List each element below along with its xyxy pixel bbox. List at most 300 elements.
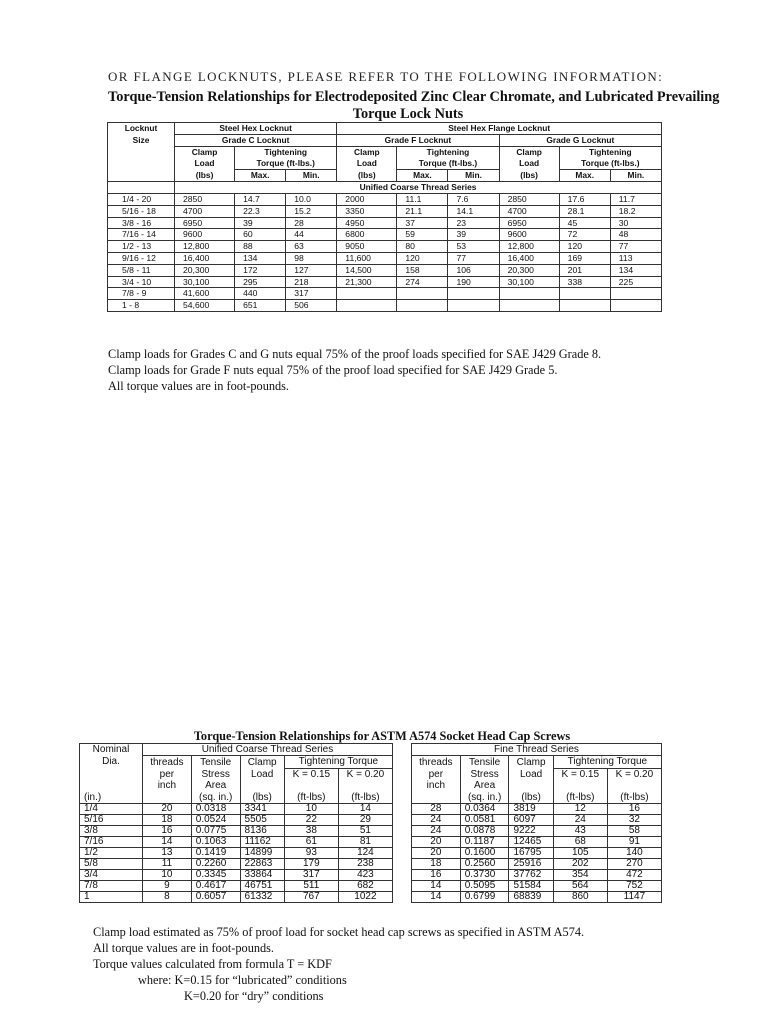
table-cell: 140 — [607, 848, 661, 859]
table-cell — [448, 300, 499, 312]
header-min: Min. — [610, 170, 661, 182]
table-row — [108, 217, 662, 229]
table-row — [108, 264, 662, 276]
header-in: (in.) — [80, 792, 143, 804]
header-torque-unit: Torque (ft-lbs.) — [397, 158, 499, 170]
table-cell: 13 — [143, 848, 192, 859]
table-cell: 30,100 — [499, 276, 559, 288]
table-cell — [499, 300, 559, 312]
table-cell: 51 — [338, 826, 392, 837]
header-lbs: (lbs) — [175, 170, 235, 182]
table-cell: 25916 — [509, 859, 553, 870]
table-cell: 30,100 — [175, 276, 235, 288]
table-cell: 16,400 — [499, 252, 559, 264]
table-cell: 0.6057 — [191, 892, 240, 903]
table-cell: 58 — [607, 826, 661, 837]
table-cell: 44 — [286, 229, 337, 241]
table-row — [108, 205, 662, 217]
table-cell: 105 — [553, 848, 607, 859]
table-cell: 172 — [235, 264, 286, 276]
header-steel-hex: Steel Hex Locknut — [175, 123, 337, 135]
table-cell: 22.3 — [235, 205, 286, 217]
nominal-dia-cell: 7/16 — [80, 837, 143, 848]
table-cell: 472 — [607, 870, 661, 881]
table-cell: 7.6 — [448, 194, 499, 206]
table-cell: 127 — [286, 264, 337, 276]
table-row — [80, 804, 662, 815]
table-cell: 0.2260 — [191, 859, 240, 870]
table-cell — [499, 288, 559, 300]
locknut-size-cell: 7/16 - 14 — [108, 229, 175, 241]
table-cell: 14.7 — [235, 194, 286, 206]
header-grade-g: Grade G Locknut — [499, 135, 661, 147]
table-cell: 124 — [338, 848, 392, 859]
table-cell: 1022 — [338, 892, 392, 903]
column-gap — [392, 881, 411, 892]
table-cell — [397, 288, 448, 300]
header-tightening-torque: Tightening Torque — [553, 756, 661, 768]
table-cell: 77 — [610, 241, 661, 253]
header-threads: threads — [411, 756, 460, 768]
table-cell: 0.0581 — [460, 815, 509, 826]
header-min: Min. — [448, 170, 499, 182]
table-cell: 8136 — [240, 826, 284, 837]
table-cell: 18 — [143, 815, 192, 826]
header-dia: Dia. — [80, 756, 143, 768]
table-row — [80, 870, 662, 881]
table-row — [108, 300, 662, 312]
table-cell: 3341 — [240, 804, 284, 815]
table-cell: 295 — [235, 276, 286, 288]
header-torque-unit: Torque (ft-lbs.) — [235, 158, 337, 170]
table-cell: 46751 — [240, 881, 284, 892]
table-cell: 12,800 — [499, 241, 559, 253]
table-cell: 80 — [397, 241, 448, 253]
table-row — [108, 276, 662, 288]
table-cell: 0.0775 — [191, 826, 240, 837]
table-cell: 225 — [610, 276, 661, 288]
header-load: Load — [240, 768, 284, 780]
locknut-size-cell: 1/4 - 20 — [108, 194, 175, 206]
table-cell: 24 — [553, 815, 607, 826]
header-steel-flange: Steel Hex Flange Locknut — [337, 123, 662, 135]
table-cell: 41,600 — [175, 288, 235, 300]
table-cell: 43 — [553, 826, 607, 837]
table-cell: 4700 — [499, 205, 559, 217]
table-row — [108, 241, 662, 253]
header-tensile: Tensile — [191, 756, 240, 768]
note-line: All torque values are in foot-pounds. — [108, 379, 289, 393]
table-cell: 16 — [607, 804, 661, 815]
table-cell: 12,800 — [175, 241, 235, 253]
table-cell: 0.1063 — [191, 837, 240, 848]
table-cell: 10 — [143, 870, 192, 881]
table-cell: 113 — [610, 252, 661, 264]
locknut-torque-table — [107, 122, 662, 312]
table-cell: 0.6799 — [460, 892, 509, 903]
table-cell: 61 — [284, 837, 338, 848]
table-cell: 39 — [448, 229, 499, 241]
table-cell — [337, 300, 397, 312]
header-k20: K = 0.20 — [338, 768, 392, 780]
table-cell: 8 — [143, 892, 192, 903]
table-cell: 2850 — [175, 194, 235, 206]
header-tightening: Tightening — [397, 147, 499, 159]
table-cell: 0.1187 — [460, 837, 509, 848]
table-cell: 14 — [411, 881, 460, 892]
table-cell: 3819 — [509, 804, 553, 815]
table-row — [80, 892, 662, 903]
table-cell: 0.2560 — [460, 859, 509, 870]
table-cell — [559, 288, 610, 300]
table-cell: 10.0 — [286, 194, 337, 206]
table-cell — [610, 288, 661, 300]
locknut-size-cell: 1 - 8 — [108, 300, 175, 312]
table-cell: 6097 — [509, 815, 553, 826]
header-tightening: Tightening — [559, 147, 661, 159]
table-cell: 11,600 — [337, 252, 397, 264]
header-sqin: (sq. in.) — [191, 792, 240, 804]
table-cell: 91 — [607, 837, 661, 848]
table-cell: 81 — [338, 837, 392, 848]
table-cell: 14 — [143, 837, 192, 848]
table-cell: 20 — [411, 837, 460, 848]
table-cell: 179 — [284, 859, 338, 870]
table-cell: 134 — [610, 264, 661, 276]
table-cell: 106 — [448, 264, 499, 276]
table-cell: 21,300 — [337, 276, 397, 288]
header-ftlbs: (ft-lbs) — [607, 792, 661, 804]
table-cell: 68839 — [509, 892, 553, 903]
header-stress: Stress — [460, 768, 509, 780]
table-cell: 0.0364 — [460, 804, 509, 815]
table-cell: 202 — [553, 859, 607, 870]
header-ftlbs: (ft-lbs) — [284, 792, 338, 804]
table-cell: 54,600 — [175, 300, 235, 312]
header-coarse-series: Unified Coarse Thread Series — [143, 744, 393, 756]
table-cell: 28 — [411, 804, 460, 815]
header-lbs: (lbs) — [499, 170, 559, 182]
table-cell: 28 — [286, 217, 337, 229]
table-cell: 6950 — [175, 217, 235, 229]
header-ftlbs: (ft-lbs) — [338, 792, 392, 804]
table-row — [108, 288, 662, 300]
table-cell: 0.0318 — [191, 804, 240, 815]
table-cell: 3350 — [337, 205, 397, 217]
table-cell: 682 — [338, 881, 392, 892]
table-cell: 9600 — [499, 229, 559, 241]
table-cell: 238 — [338, 859, 392, 870]
capscrew-notes — [93, 924, 693, 1004]
header-min: Min. — [286, 170, 337, 182]
table-cell: 0.3730 — [460, 870, 509, 881]
table-cell: 440 — [235, 288, 286, 300]
header-max: Max. — [397, 170, 448, 182]
table-cell: 17.6 — [559, 194, 610, 206]
table-cell: 32 — [607, 815, 661, 826]
table-cell: 37 — [397, 217, 448, 229]
table-cell: 22863 — [240, 859, 284, 870]
nominal-dia-cell: 5/16 — [80, 815, 143, 826]
table-cell: 201 — [559, 264, 610, 276]
table-cell: 20,300 — [499, 264, 559, 276]
column-gap — [392, 815, 411, 826]
column-gap — [392, 837, 411, 848]
table-cell — [559, 300, 610, 312]
table-cell: 9 — [143, 881, 192, 892]
header-lbs: (lbs) — [337, 170, 397, 182]
table-cell: 48 — [610, 229, 661, 241]
note-line: All torque values are in foot-pounds. — [93, 941, 274, 955]
table-cell: 0.0878 — [460, 826, 509, 837]
table-cell: 38 — [284, 826, 338, 837]
nominal-dia-cell: 1/2 — [80, 848, 143, 859]
note-line: Torque values calculated from formula T = KDF — [93, 957, 332, 971]
table-cell: 98 — [286, 252, 337, 264]
table-cell: 564 — [553, 881, 607, 892]
note-line: K=0.20 for “dry” conditions — [184, 989, 324, 1003]
header-max: Max. — [559, 170, 610, 182]
table-row — [80, 848, 662, 859]
table-cell: 6800 — [337, 229, 397, 241]
table-cell: 28.1 — [559, 205, 610, 217]
table-cell: 88 — [235, 241, 286, 253]
table-row — [80, 859, 662, 870]
table-row — [80, 881, 662, 892]
table-row — [108, 194, 662, 206]
table-cell: 860 — [553, 892, 607, 903]
table-cell: 16795 — [509, 848, 553, 859]
table-cell: 20 — [411, 848, 460, 859]
table-cell — [397, 300, 448, 312]
table-cell: 2850 — [499, 194, 559, 206]
table-cell: 9050 — [337, 241, 397, 253]
column-gap — [392, 892, 411, 903]
header-load: Load — [337, 158, 397, 170]
table-cell: 511 — [284, 881, 338, 892]
table-cell: 752 — [607, 881, 661, 892]
header-inch: inch — [143, 780, 192, 791]
table-cell: 14 — [338, 804, 392, 815]
table-cell: 11.7 — [610, 194, 661, 206]
table-cell: 18.2 — [610, 205, 661, 217]
header-k20: K = 0.20 — [607, 768, 661, 780]
table-cell: 317 — [286, 288, 337, 300]
table-cell: 37762 — [509, 870, 553, 881]
header-stress: Stress — [191, 768, 240, 780]
table-cell: 11.1 — [397, 194, 448, 206]
table-cell: 59 — [397, 229, 448, 241]
table-cell: 11 — [143, 859, 192, 870]
header-lbs: (lbs) — [509, 792, 553, 804]
header-load: Load — [175, 158, 235, 170]
table-cell: 651 — [235, 300, 286, 312]
table-cell: 190 — [448, 276, 499, 288]
header-per: per — [143, 768, 192, 780]
header-nominal: Nominal — [80, 744, 143, 756]
header-clamp: Clamp — [175, 147, 235, 159]
nominal-dia-cell: 1/4 — [80, 804, 143, 815]
locknut-size-cell: 5/16 - 18 — [108, 205, 175, 217]
table-cell: 45 — [559, 217, 610, 229]
header-threads: threads — [143, 756, 192, 768]
header-inch: inch — [411, 780, 460, 791]
header-size: Size — [108, 135, 175, 147]
table-cell: 39 — [235, 217, 286, 229]
nominal-dia-cell: 5/8 — [80, 859, 143, 870]
header-lbs: (lbs) — [240, 792, 284, 804]
table-cell: 15.2 — [286, 205, 337, 217]
cutoff-text-line: OR FLANGE LOCKNUTS, PLEASE REFER TO THE FOLLOWING INFORMATION: — [108, 69, 664, 84]
nominal-dia-cell: 1 — [80, 892, 143, 903]
table-cell: 9600 — [175, 229, 235, 241]
table-cell: 0.4617 — [191, 881, 240, 892]
table-cell: 18 — [411, 859, 460, 870]
table-cell: 51584 — [509, 881, 553, 892]
header-locknut: Locknut — [108, 123, 175, 135]
header-tightening-torque: Tightening Torque — [284, 756, 392, 768]
table-cell: 14899 — [240, 848, 284, 859]
table-cell: 218 — [286, 276, 337, 288]
table-row — [108, 229, 662, 241]
nominal-dia-cell: 7/8 — [80, 881, 143, 892]
header-k15: K = 0.15 — [284, 768, 338, 780]
table-row — [80, 826, 662, 837]
header-area: Area — [191, 780, 240, 791]
table-cell: 120 — [397, 252, 448, 264]
column-gap — [392, 804, 411, 815]
note-line: where: K=0.15 for “lubricated” conditions — [138, 973, 347, 987]
table-cell: 270 — [607, 859, 661, 870]
header-ftlbs: (ft-lbs) — [553, 792, 607, 804]
locknut-size-cell: 5/8 - 11 — [108, 264, 175, 276]
table-cell: 134 — [235, 252, 286, 264]
header-k15: K = 0.15 — [553, 768, 607, 780]
table-cell: 0.0524 — [191, 815, 240, 826]
table-cell: 0.1419 — [191, 848, 240, 859]
table-cell: 506 — [286, 300, 337, 312]
locknut-notes — [108, 346, 708, 394]
table-cell: 11162 — [240, 837, 284, 848]
header-load: Load — [509, 768, 553, 780]
table-cell: 5505 — [240, 815, 284, 826]
table-cell: 14.1 — [448, 205, 499, 217]
header-max: Max. — [235, 170, 286, 182]
table-cell: 20 — [143, 804, 192, 815]
table-cell: 354 — [553, 870, 607, 881]
header-clamp: Clamp — [337, 147, 397, 159]
table-cell: 68 — [553, 837, 607, 848]
locknut-size-cell: 3/8 - 16 — [108, 217, 175, 229]
table-cell: 9222 — [509, 826, 553, 837]
table-cell: 16 — [143, 826, 192, 837]
column-gap — [392, 870, 411, 881]
table-row — [108, 252, 662, 264]
column-gap — [392, 859, 411, 870]
table-cell: 4950 — [337, 217, 397, 229]
header-tightening: Tightening — [235, 147, 337, 159]
table-cell: 30 — [610, 217, 661, 229]
table-cell: 120 — [559, 241, 610, 253]
column-gap — [392, 848, 411, 859]
table-row — [80, 837, 662, 848]
table-cell: 338 — [559, 276, 610, 288]
header-per: per — [411, 768, 460, 780]
table-cell: 22 — [284, 815, 338, 826]
header-area: Area — [460, 780, 509, 791]
table-cell: 63 — [286, 241, 337, 253]
table-cell: 0.3345 — [191, 870, 240, 881]
table-row — [80, 815, 662, 826]
locknut-size-cell: 7/8 - 9 — [108, 288, 175, 300]
header-clamp: Clamp — [240, 756, 284, 768]
table-cell: 6950 — [499, 217, 559, 229]
capscrew-torque-table — [79, 743, 662, 903]
table-cell: 2000 — [337, 194, 397, 206]
header-sqin: (sq. in.) — [460, 792, 509, 804]
table-cell: 0.5095 — [460, 881, 509, 892]
table-cell: 23 — [448, 217, 499, 229]
nominal-dia-cell: 3/4 — [80, 870, 143, 881]
table-cell — [610, 300, 661, 312]
locknut-size-cell: 3/4 - 10 — [108, 276, 175, 288]
locknut-size-cell: 1/2 - 13 — [108, 241, 175, 253]
table-cell: 767 — [284, 892, 338, 903]
table-cell: 20,300 — [175, 264, 235, 276]
table-cell: 423 — [338, 870, 392, 881]
table-cell: 53 — [448, 241, 499, 253]
table-cell: 93 — [284, 848, 338, 859]
table-cell: 29 — [338, 815, 392, 826]
table-cell: 1147 — [607, 892, 661, 903]
header-clamp: Clamp — [499, 147, 559, 159]
table-cell — [448, 288, 499, 300]
table-cell: 158 — [397, 264, 448, 276]
header-grade-f: Grade F Locknut — [337, 135, 499, 147]
table-cell: 0.1600 — [460, 848, 509, 859]
locknut-size-cell: 9/16 - 12 — [108, 252, 175, 264]
table-cell: 12465 — [509, 837, 553, 848]
table-cell: 12 — [553, 804, 607, 815]
table-cell: 10 — [284, 804, 338, 815]
table-cell: 14,500 — [337, 264, 397, 276]
table-cell: 16 — [411, 870, 460, 881]
table-cell: 21.1 — [397, 205, 448, 217]
note-line: Clamp loads for Grade F nuts equal 75% of the proof load specified for SAE J429 Grade 5. — [108, 363, 558, 377]
table-cell: 317 — [284, 870, 338, 881]
table-cell: 24 — [411, 815, 460, 826]
header-fine-series: Fine Thread Series — [411, 744, 661, 756]
locknut-table-title — [108, 89, 720, 123]
table-cell: 72 — [559, 229, 610, 241]
table-cell: 274 — [397, 276, 448, 288]
column-gap — [392, 826, 411, 837]
table-cell: 77 — [448, 252, 499, 264]
capscrew-table-title: Torque-Tension Relationships for ASTM A574 Socket Head Cap Screws — [193, 729, 571, 743]
header-grade-c: Grade C Locknut — [175, 135, 337, 147]
table-cell: 61332 — [240, 892, 284, 903]
table-cell: 33864 — [240, 870, 284, 881]
table-cell: 4700 — [175, 205, 235, 217]
table-cell: 60 — [235, 229, 286, 241]
header-torque-unit: Torque (ft-lbs.) — [559, 158, 661, 170]
table-cell — [337, 288, 397, 300]
table-cell: 24 — [411, 826, 460, 837]
title-line-2: Torque Lock Nuts — [352, 106, 464, 122]
table-cell: 169 — [559, 252, 610, 264]
header-load: Load — [499, 158, 559, 170]
table-cell: 16,400 — [175, 252, 235, 264]
